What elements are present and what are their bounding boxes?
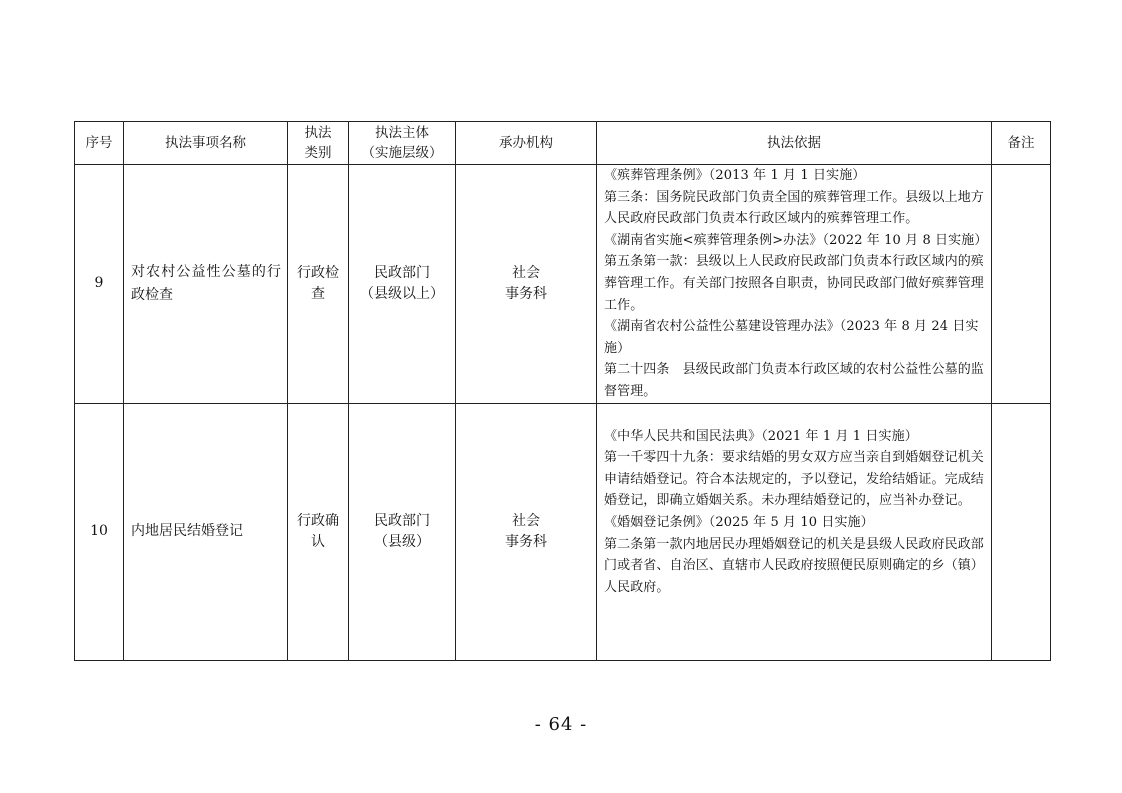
basis-paragraph: 《湖南省农村公益性公墓建设管理办法》（2023 年 8 月 24 日实施） <box>604 319 979 356</box>
row-agency-line-2: 事务科 <box>505 285 547 302</box>
row-remarks <box>992 403 1051 660</box>
row-item-name-text: 内地居民结婚登记 <box>131 523 243 540</box>
basis-paragraph: 第五条第一款：县级以上人民政府民政部门负责本行政区域内的殡葬管理工作。有关部门按照各自职责，协同民政部门做好殡葬管理工作。 <box>604 254 984 313</box>
basis-paragraph: 《湖南省实施<殡葬管理条例>办法》（2022 年 10 月 8 日实施） <box>604 232 988 248</box>
basis-paragraph: 《婚姻登记条例》（2025 年 5 月 10 日实施） <box>604 514 874 530</box>
header-category-line-1: 执法 <box>304 125 332 141</box>
row-subject <box>349 403 456 660</box>
header-basis: 执法依据 <box>597 122 992 165</box>
page-number: - 64 - <box>534 714 588 735</box>
row-remarks <box>992 165 1051 404</box>
header-subject-line-2: （实施层级） <box>361 145 443 161</box>
row-item-name <box>124 165 288 404</box>
row-category <box>288 403 349 660</box>
row-item-name <box>124 403 288 660</box>
row-subject-line-2: （县级） <box>374 533 430 550</box>
row-basis <box>597 165 992 404</box>
row-agency <box>456 165 597 404</box>
row-category-line-2: 查 <box>311 285 325 302</box>
row-subject-line-1: 民政部门 <box>374 512 430 529</box>
header-category-line-2: 类别 <box>304 145 332 161</box>
header-remarks: 备注 <box>992 122 1051 165</box>
row-item-name-text: 对农村公益性公墓的行政检查 <box>131 263 281 303</box>
table-row <box>75 165 1051 404</box>
basis-paragraph: 《殡葬管理条例》（2013 年 1 月 1 日实施） <box>604 168 866 183</box>
row-seq: 9 <box>75 165 124 404</box>
header-subject-line-1: 执法主体 <box>375 125 429 141</box>
header-subject <box>349 122 456 165</box>
row-category <box>288 165 349 404</box>
header-item-name: 执法事项名称 <box>124 122 288 165</box>
basis-paragraph: 《中华人民共和国民法典》（2021 年 1 月 1 日实施） <box>604 428 918 444</box>
row-agency-line-1: 社会 <box>512 264 540 281</box>
basis-paragraph: 第一千零四十九条：要求结婚的男女双方应当亲自到婚姻登记机关申请结婚登记。符合本法规定的，予以登记，发给结婚证。完成结婚登记，即确立婚姻关系。未办理结婚登记的，应当补办登记。 <box>604 450 984 509</box>
header-agency: 承办机构 <box>456 122 597 165</box>
row-subject <box>349 165 456 404</box>
header-category <box>288 122 349 165</box>
table-header-row <box>75 122 1051 165</box>
basis-paragraph: 第二条第一款内地居民办理婚姻登记的机关是县级人民政府民政部门或者省、自治区、直辖市人民政府按照便民原则确定的乡（镇）人民政府。 <box>604 536 984 595</box>
basis-paragraph: 第二十四条 县级民政部门负责本行政区域的农村公益性公墓的监督管理。 <box>604 362 984 399</box>
header-seq: 序号 <box>75 122 124 165</box>
table-row <box>75 403 1051 660</box>
row-category-line-1: 行政确 <box>297 512 339 529</box>
basis-paragraph: 第三条：国务院民政部门负责全国的殡葬管理工作。县级以上地方人民政府民政部门负责本行政区域内的殡葬管理工作。 <box>604 189 984 227</box>
row-basis <box>597 403 992 660</box>
row-agency-line-2: 事务科 <box>505 533 547 550</box>
row-agency <box>456 403 597 660</box>
row-subject-line-1: 民政部门 <box>374 264 430 281</box>
row-seq: 10 <box>75 403 124 660</box>
row-agency-line-1: 社会 <box>512 512 540 529</box>
row-category-line-2: 认 <box>311 533 325 550</box>
enforcement-items-table <box>74 121 1051 661</box>
row-subject-line-2: （县级以上） <box>360 285 444 302</box>
row-category-line-1: 行政检 <box>297 264 339 281</box>
